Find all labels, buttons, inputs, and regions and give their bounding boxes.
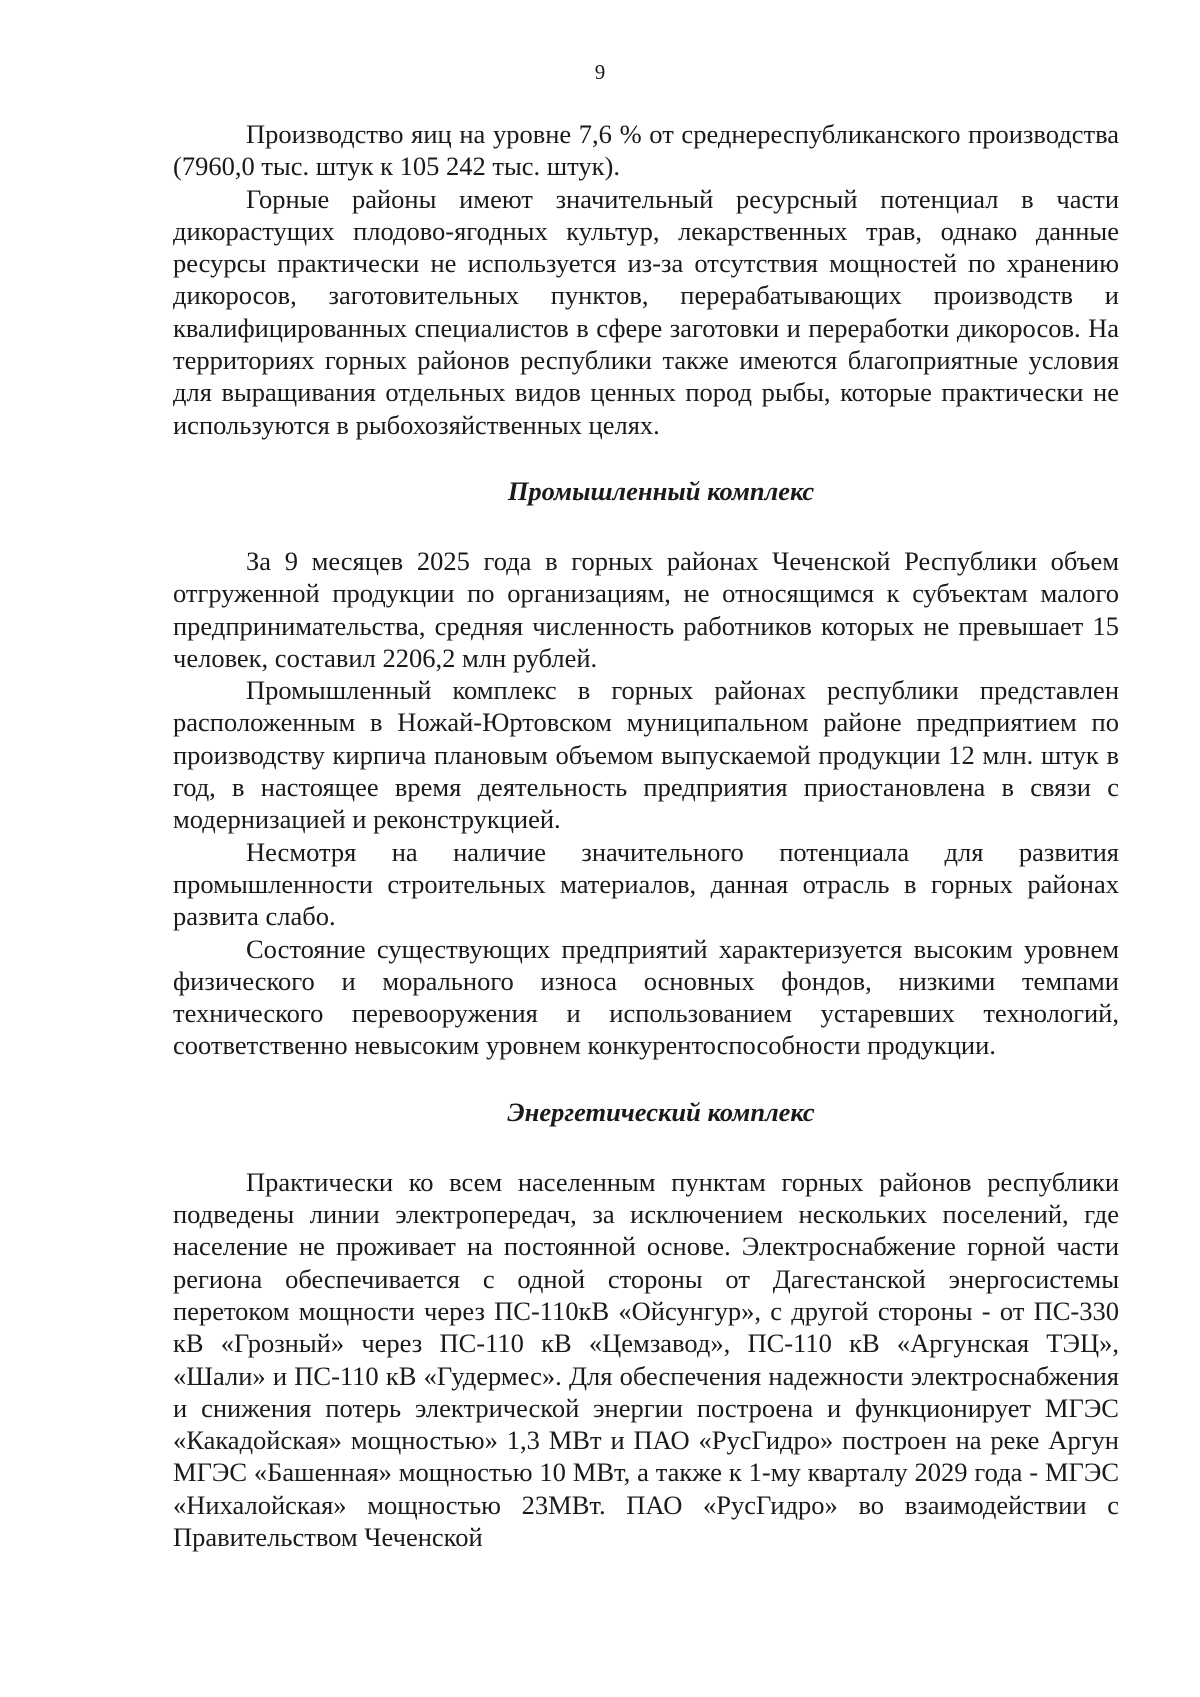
paragraph-enterprise-state: Состояние существующих предприятий характеризуется высоким уровнем физического и морального износа основных фондов, низкими темпами технического перевооружения и использованием устаревших технологий, соответственно невысоким уровнем конкурентоспособности продукции. <box>173 933 1119 1061</box>
paragraph-building-materials: Несмотря на наличие значительного потенциала для развития промышленности строительных материалов, данная отрасль в горных районах развита слабо. <box>173 836 1119 932</box>
page-number: 9 <box>594 60 606 84</box>
paragraph-wild-resources: Горные районы имеют значительный ресурсный потенциал в части дикорастущих плодово-ягодных культур, лекарственных трав, однако данные ресурсы практически не используется из-за отсутствия мощностей по хранению дикоросов, заготовительных пунктов, перерабатывающих производств и квалифицированных специалистов в сфере заготовки и переработки дикоросов. На территориях горных районов республики также имеются благоприятные условия для выращивания отдельных видов ценных пород рыбы, которые практически не используются в рыбохозяйственных целях. <box>173 183 1119 440</box>
paragraph-egg-production: Производство яиц на уровне 7,6 % от среднереспубликанского производства (7960,0 тыс. штук к 105 242 тыс. штук). <box>173 119 1119 182</box>
heading-energy-complex: Энергетический комплекс <box>507 1096 815 1127</box>
heading-industrial-complex: Промышленный комплекс <box>507 475 815 506</box>
paragraph-power-supply: Практически ко всем населенным пунктам горных районов республики подведены линии электропередач, за исключением нескольких поселений, где население не проживает на постоянной основе. Электроснабжение горной части региона обеспечивается с одной стороны от Дагестанской энергосистемы перетоком мощности через ПС-110кВ «Ойсунгур», с другой стороны - от ПС-330 кВ «Грозный» через ПС-110 кВ «Цемзавод», ПС-110 кВ «Аргунская ТЭЦ», «Шали» и ПС-110 кВ «Гудермес». Для обеспечения надежности электроснабжения и снижения потерь электрической энергии построена и функционирует МГЭС «Какадойская» мощностью» 1,3 МВт и ПАО «РусГидро» построен на реке Аргун МГЭС «Башенная» мощностью 10 МВт, а также к 1-му кварталу 2029 года - МГЭС «Нихалойская» мощностью 23МВт. ПАО «РусГидро» во взаимодействии с Правительством Чеченской <box>173 1166 1119 1552</box>
paragraph-industry-output: За 9 месяцев 2025 года в горных районах Чеченской Республики объем отгруженной продукции по организациям, не относящимся к субъектам малого предпринимательства, средняя численность работников которых не превышает 15 человек, составил 2206,2 млн рублей. <box>173 545 1119 673</box>
paragraph-brick-plant: Промышленный комплекс в горных районах республики представлен расположенным в Ножай-Юртовском муниципальном районе предприятием по производству кирпича плановым объемом выпускаемой продукции 12 млн. штук в год, в настоящее время деятельность предприятия приостановлена в связи с модернизацией и реконструкцией. <box>173 675 1119 835</box>
page-content <box>173 118 1119 1553</box>
